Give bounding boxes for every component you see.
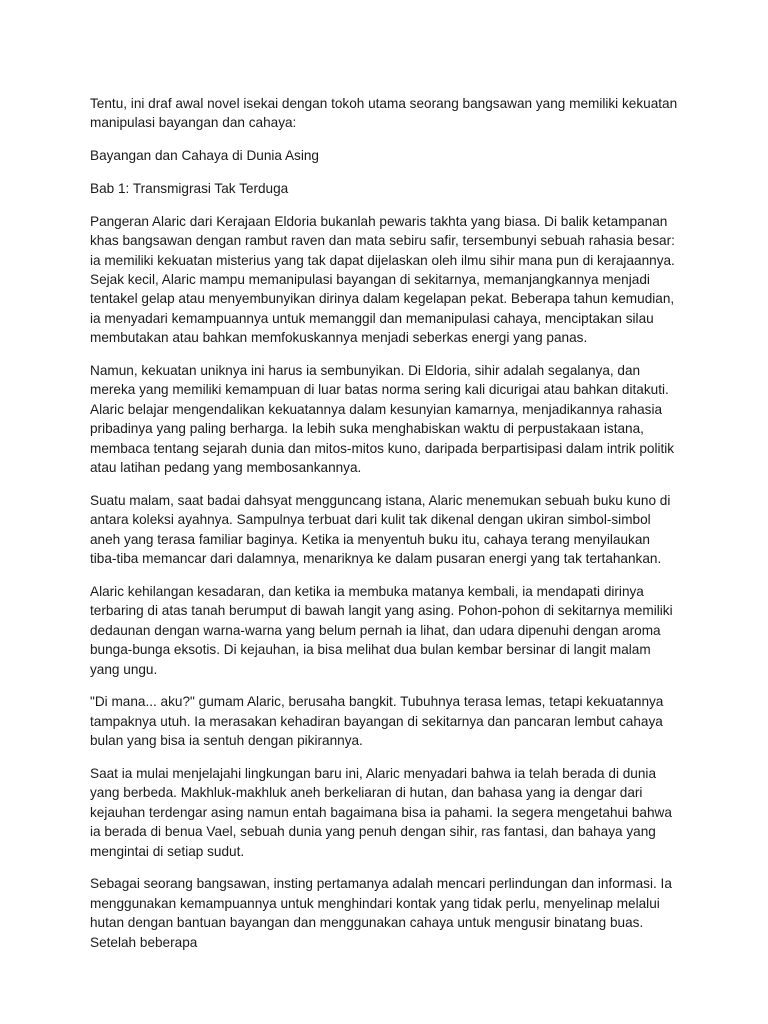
novel-title: Bayangan dan Cahaya di Dunia Asing bbox=[90, 148, 319, 164]
body-paragraph: Sebagai seorang bangsawan, insting pertamanya adalah mencari perlindungan dan informasi. Ia menggunakan kemampuannya untuk menghindari kontak yang tidak perlu, menyelinap melalui hutan dengan bantuan bayangan dan menggunakan cahaya untuk mengusir binatang buas. Setelah beberapa bbox=[90, 876, 672, 950]
body-paragraph: Pangeran Alaric dari Kerajaan Eldoria bukanlah pewaris takhta yang biasa. Di balik ketampanan khas bangsawan dengan rambut raven dan mata sebiru safir, tersembunyi sebuah rahasia besar: ia memiliki kekuatan misterius yang tak dapat dijelaskan oleh ilmu sihir mana pun di kerajaannya. Sejak kecil, Alaric mampu memanipulasi bayangan di sekitarnya, memanjangkannya menjadi tentakel gelap atau menyembunyikan dirinya dalam kegelapan pekat. Beberapa tahun kemudian, ia menyadari kemampuannya untuk memanggil dan memanipulasi cahaya, menciptakan silau membutakan atau bahkan memfokuskannya menjadi seberkas energi yang panas. bbox=[90, 213, 675, 346]
body-paragraph: Suatu malam, saat badai dahsyat mengguncang istana, Alaric menemukan sebuah buku kuno di antara koleksi ayahnya. Sampulnya terbuat dari kulit tak dikenal dengan ukiran simbol-simbol aneh yang terasa familiar baginya. Ketika ia menyentuh buku itu, cahaya terang menyilaukan tiba-tiba memancar dari dalamnya, menariknya ke dalam pusaran energi yang tak tertahankan. bbox=[90, 492, 671, 567]
body-paragraph: Alaric kehilangan kesadaran, dan ketika ia membuka matanya kembali, ia mendapati dirinya terbaring di atas tanah berumput di bawah langit yang asing. Pohon-pohon di sekitarnya memiliki dedaunan dengan warna-warna yang belum pernah ia lihat, dan udara dipenuhi dengan aroma bunga-bunga eksotis. Di kejauhan, ia bisa melihat dua bulan kembar bersinar di langit malam yang ungu. bbox=[90, 583, 673, 677]
body-paragraph: "Di mana... aku?" gumam Alaric, berusaha bangkit. Tubuhnya terasa lemas, tetapi kekuatannya tampaknya utuh. Ia merasakan kehadiran bayangan di sekitarnya dan pancaran lembut cahaya bulan yang bisa ia sentuh dengan pikirannya. bbox=[90, 694, 664, 749]
document-body bbox=[90, 94, 680, 965]
intro-paragraph: Tentu, ini draf awal novel isekai dengan tokoh utama seorang bangsawan yang memiliki kekuatan manipulasi bayangan dan cahaya: bbox=[90, 96, 678, 131]
chapter-heading: Bab 1: Transmigrasi Tak Terduga bbox=[90, 181, 289, 196]
body-paragraph: Namun, kekuatan uniknya ini harus ia sembunyikan. Di Eldoria, sihir adalah segalanya, dan mereka yang memiliki kemampuan di luar batas norma sering kali dicurigai atau bahkan ditakuti. Alaric belajar mengendalikan kekuatannya dalam kesunyian kamarnya, menjadikannya rahasia pribadinya yang paling berharga. Ia lebih suka menghabiskan waktu di perpustakaan istana, membaca tentang sejarah dunia dan mitos-mitos kuno, daripada berpartisipasi dalam intrik politik atau latihan pedang yang membosankannya. bbox=[90, 363, 675, 476]
body-paragraph: Saat ia mulai menjelajahi lingkungan baru ini, Alaric menyadari bahwa ia telah berada di dunia yang berbeda. Makhluk-makhluk aneh berkeliaran di hutan, dan bahasa yang ia dengar dari kejauhan terdengar asing namun entah bagaimana bisa ia pahami. Ia segera mengetahui bahwa ia berada di benua Vael, sebuah dunia yang penuh dengan sihir, ras fantasi, dan bahaya yang mengintai di setiap sudut. bbox=[90, 765, 672, 859]
